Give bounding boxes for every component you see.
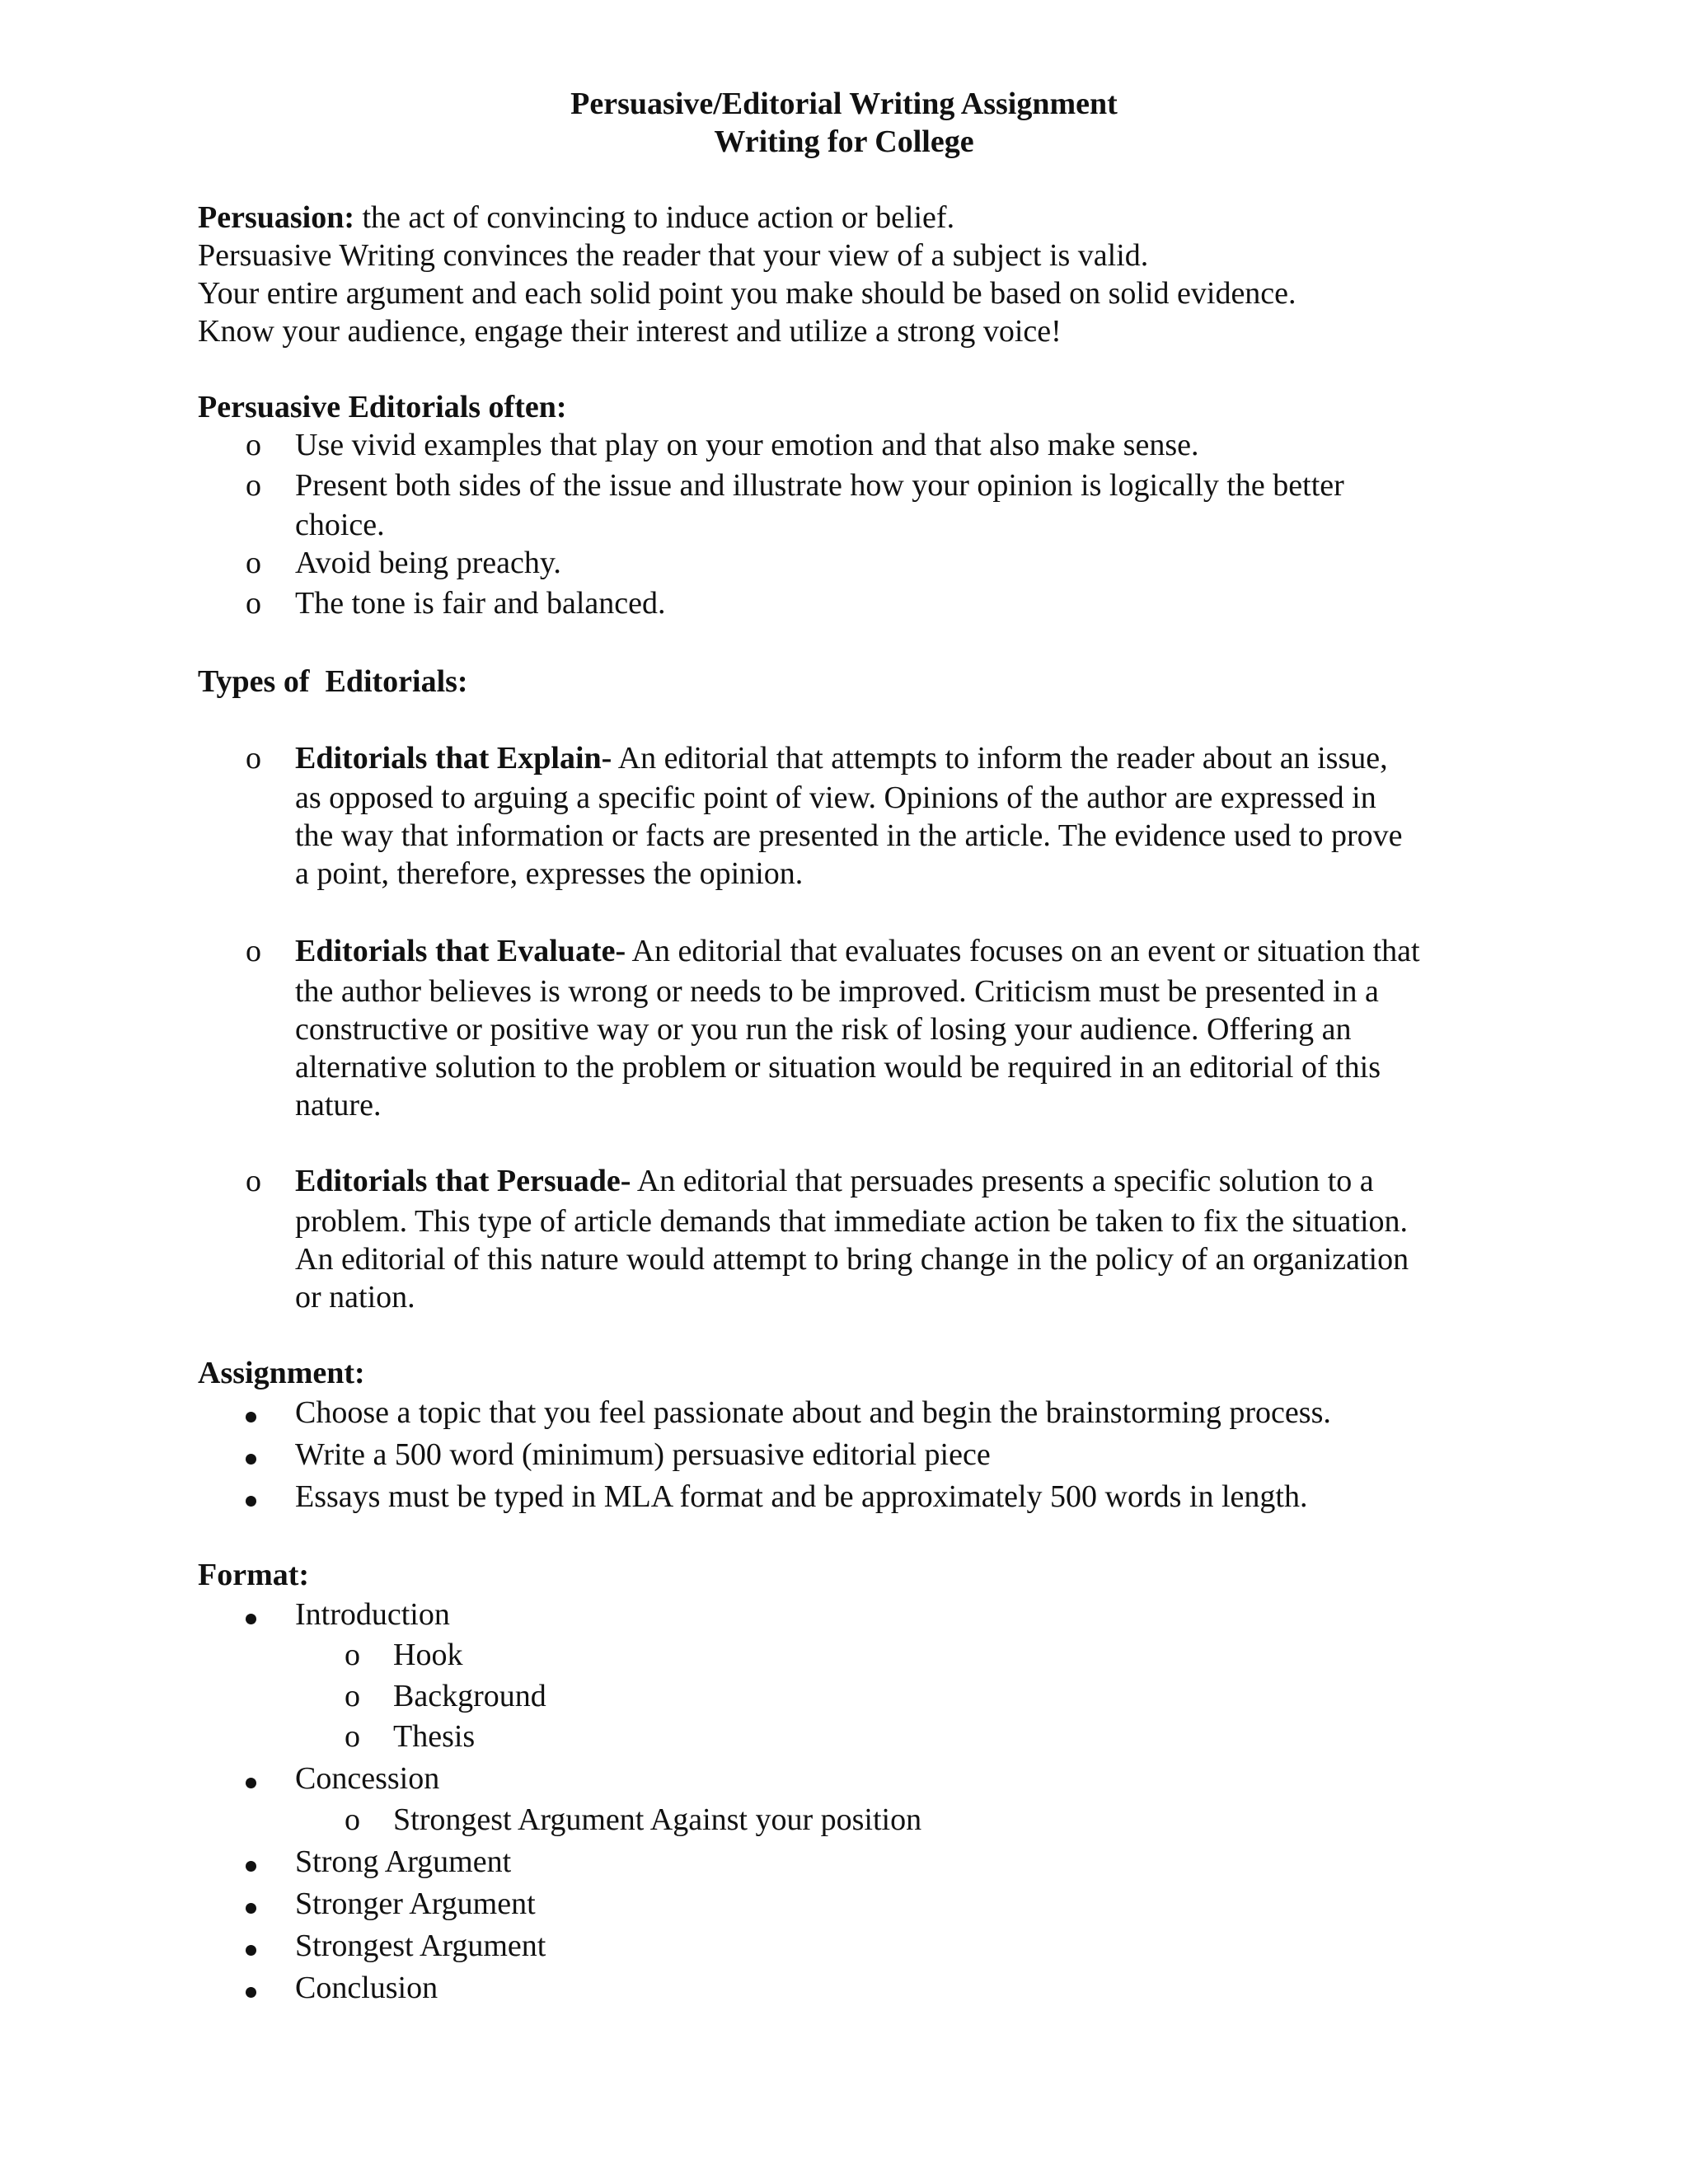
editorial-type-line: An editorial of this nature would attempt to bring change in the policy of an organization bbox=[295, 1242, 1409, 1277]
list-item-continuation: choice. bbox=[295, 508, 385, 542]
bullet-dot bbox=[246, 1454, 256, 1465]
editorial-type-text: An editorial that persuades presents a specific solution to a bbox=[631, 1164, 1374, 1198]
editorial-type-line: alternative solution to the problem or situation would be required in an editorial of this bbox=[295, 1050, 1381, 1085]
bullet-dot bbox=[246, 1945, 256, 1956]
list-item: Avoid being preachy. bbox=[295, 546, 561, 580]
bullet-dot bbox=[246, 1614, 256, 1624]
list-item: Introduction bbox=[295, 1597, 450, 1632]
hollow-bullet: o bbox=[246, 1164, 261, 1198]
list-item: Write a 500 word (minimum) persuasive editorial piece bbox=[295, 1437, 991, 1472]
editorial-type-line: or nation. bbox=[295, 1280, 415, 1315]
editorials-often-heading: Persuasive Editorials often: bbox=[198, 390, 567, 424]
bullet-dot bbox=[246, 1861, 256, 1872]
hollow-bullet: o bbox=[246, 741, 261, 776]
bullet-dot bbox=[246, 1987, 256, 1998]
bullet-dot bbox=[246, 1903, 256, 1914]
persuasion-definition-text: the act of convincing to induce action or belief. bbox=[354, 200, 955, 235]
list-item: Essays must be typed in MLA format and be approximately 500 words in length. bbox=[295, 1479, 1308, 1514]
document-subtitle: Writing for College bbox=[714, 124, 974, 159]
hollow-bullet: o bbox=[246, 468, 261, 503]
list-item: The tone is fair and balanced. bbox=[295, 586, 666, 621]
persuasion-line: Your entire argument and each solid point you make should be based on solid evidence. bbox=[198, 276, 1296, 311]
list-item: Choose a topic that you feel passionate about and begin the brainstorming process. bbox=[295, 1395, 1331, 1430]
persuasion-line: Persuasive Writing convinces the reader that your view of a subject is valid. bbox=[198, 238, 1149, 273]
editorial-type-line: the way that information or facts are presented in the article. The evidence used to prove bbox=[295, 818, 1403, 853]
list-item: Strong Argument bbox=[295, 1844, 512, 1879]
sub-list-item: Background bbox=[393, 1679, 546, 1713]
hollow-bullet: o bbox=[246, 586, 261, 621]
hollow-bullet: o bbox=[246, 546, 261, 580]
persuasion-definition bbox=[198, 199, 954, 237]
list-item: Stronger Argument bbox=[295, 1886, 536, 1921]
editorial-type-line: nature. bbox=[295, 1088, 382, 1122]
editorial-type-term: Editorials that Explain- bbox=[295, 741, 612, 776]
editorial-type-text: An editorial that evaluates focuses on an event or situation that bbox=[626, 934, 1420, 968]
editorial-type-line: a point, therefore, expresses the opinion. bbox=[295, 856, 804, 891]
list-item: Strongest Argument bbox=[295, 1929, 546, 1963]
list-item: Concession bbox=[295, 1761, 440, 1796]
sub-list-item: Hook bbox=[393, 1638, 463, 1672]
format-heading: Format: bbox=[198, 1558, 310, 1592]
editorial-type-line: constructive or positive way or you run the risk of losing your audience. Offering an bbox=[295, 1012, 1352, 1047]
editorial-type-line: as opposed to arguing a specific point of view. Opinions of the author are expressed in bbox=[295, 780, 1376, 815]
list-item: Present both sides of the issue and illustrate how your opinion is logically the better bbox=[295, 468, 1344, 503]
editorial-type-persuade bbox=[295, 1162, 1374, 1200]
persuasion-term: Persuasion: bbox=[198, 200, 354, 235]
bullet-dot bbox=[246, 1496, 256, 1507]
editorial-type-evaluate bbox=[295, 932, 1420, 970]
hollow-bullet: o bbox=[345, 1802, 360, 1837]
editorial-type-line: problem. This type of article demands that immediate action be taken to fix the situation. bbox=[295, 1204, 1409, 1239]
hollow-bullet: o bbox=[246, 934, 261, 968]
editorial-type-line: the author believes is wrong or needs to be improved. Criticism must be presented in a bbox=[295, 974, 1379, 1009]
sub-list-item: Strongest Argument Against your position bbox=[393, 1802, 922, 1837]
sub-list-item: Thesis bbox=[393, 1719, 476, 1754]
persuasion-line: Know your audience, engage their interest and utilize a strong voice! bbox=[198, 314, 1062, 349]
editorial-type-term: Editorials that Evaluate- bbox=[295, 934, 626, 968]
editorial-type-term: Editorials that Persuade- bbox=[295, 1164, 631, 1198]
hollow-bullet: o bbox=[345, 1638, 360, 1672]
types-heading: Types of Editorials: bbox=[198, 664, 468, 699]
document-title: Persuasive/Editorial Writing Assignment bbox=[570, 87, 1118, 121]
assignment-heading: Assignment: bbox=[198, 1356, 365, 1390]
hollow-bullet: o bbox=[345, 1679, 360, 1713]
bullet-dot bbox=[246, 1412, 256, 1422]
editorial-type-text: An editorial that attempts to inform the reader about an issue, bbox=[612, 741, 1388, 776]
hollow-bullet: o bbox=[345, 1719, 360, 1754]
hollow-bullet: o bbox=[246, 428, 261, 462]
bullet-dot bbox=[246, 1778, 256, 1788]
editorial-type-explain bbox=[295, 739, 1388, 777]
list-item: Conclusion bbox=[295, 1971, 438, 2005]
list-item: Use vivid examples that play on your emotion and that also make sense. bbox=[295, 428, 1199, 462]
